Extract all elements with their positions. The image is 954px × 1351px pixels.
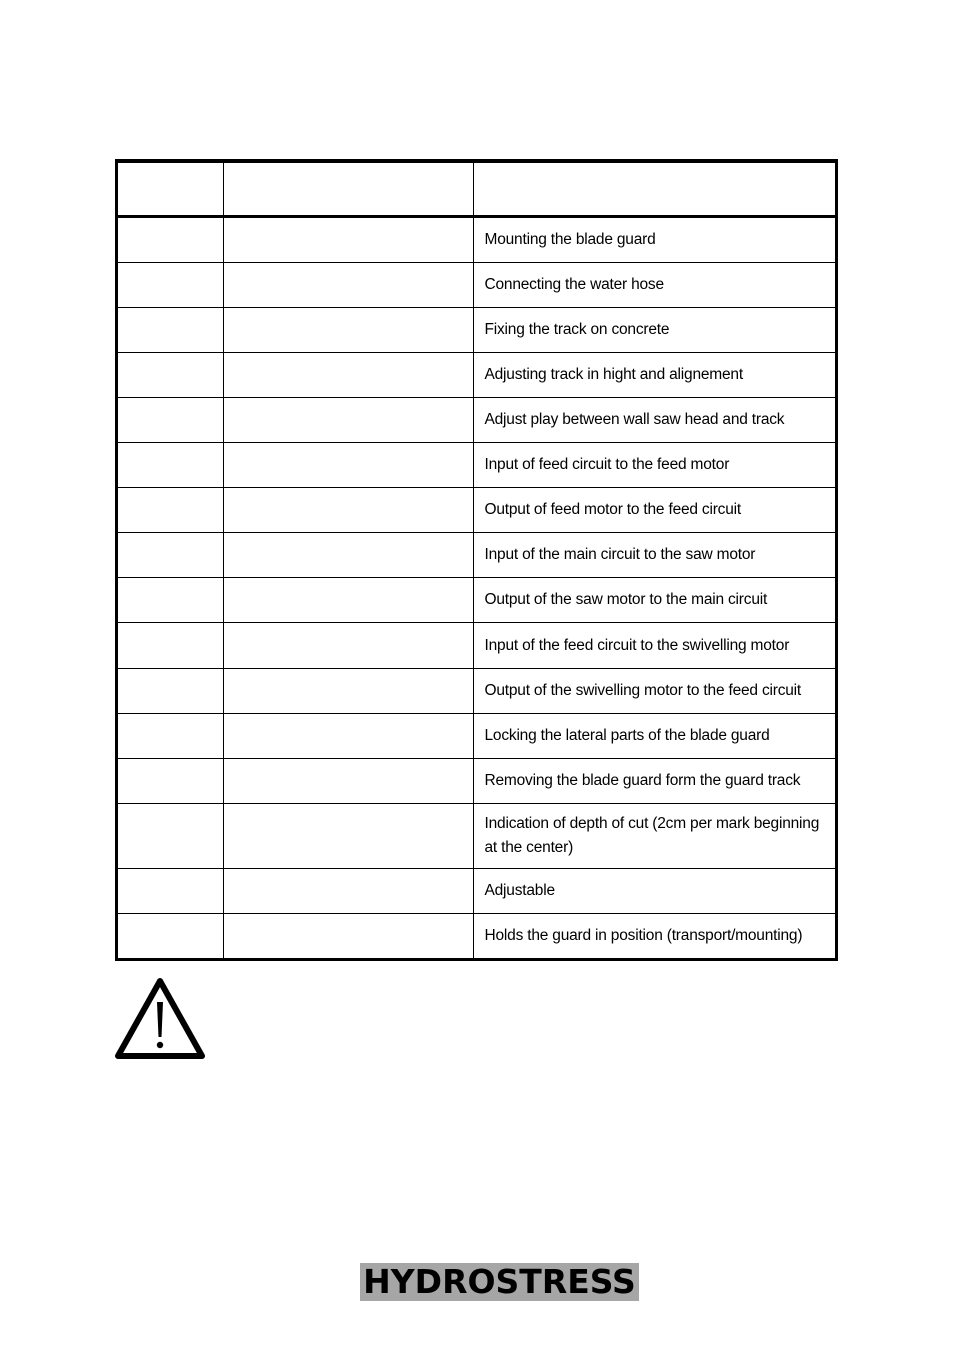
cell-number xyxy=(118,308,223,353)
cell-number xyxy=(118,398,223,443)
table-row xyxy=(118,713,835,758)
table-header-row xyxy=(118,163,835,217)
warning-triangle-icon xyxy=(113,975,207,1061)
table-row xyxy=(118,578,835,623)
cell-name xyxy=(223,578,473,623)
cell-name xyxy=(223,217,473,263)
cell-name xyxy=(223,263,473,308)
cell-name xyxy=(223,398,473,443)
cell-number xyxy=(118,263,223,308)
cell-description: Input of the feed circuit to the swivelling motor xyxy=(473,623,835,668)
table-row xyxy=(118,623,835,668)
header-cell-description xyxy=(473,163,835,217)
parts-table-container xyxy=(115,159,838,961)
cell-name xyxy=(223,803,473,868)
cell-description: Adjusting track in hight and alignement xyxy=(473,353,835,398)
table-row xyxy=(118,263,835,308)
table-row xyxy=(118,803,835,868)
cell-number xyxy=(118,353,223,398)
cell-description: Removing the blade guard form the guard track xyxy=(473,758,835,803)
cell-number xyxy=(118,758,223,803)
cell-name xyxy=(223,623,473,668)
cell-number xyxy=(118,713,223,758)
cell-name xyxy=(223,443,473,488)
cell-number xyxy=(118,488,223,533)
cell-number xyxy=(118,668,223,713)
cell-number xyxy=(118,868,223,913)
cell-description: Output of the swivelling motor to the feed circuit xyxy=(473,668,835,713)
table-row xyxy=(118,398,835,443)
cell-description: Input of the main circuit to the saw motor xyxy=(473,533,835,578)
cell-number xyxy=(118,913,223,958)
cell-name xyxy=(223,868,473,913)
cell-name xyxy=(223,533,473,578)
table-row xyxy=(118,758,835,803)
cell-number xyxy=(118,533,223,578)
cell-description: Indication of depth of cut (2cm per mark beginning at the center) xyxy=(473,803,835,868)
cell-description: Output of the saw motor to the main circuit xyxy=(473,578,835,623)
cell-description: Output of feed motor to the feed circuit xyxy=(473,488,835,533)
cell-name xyxy=(223,713,473,758)
table-row xyxy=(118,217,835,263)
table-row xyxy=(118,868,835,913)
table-row xyxy=(118,353,835,398)
cell-description: Adjustable xyxy=(473,868,835,913)
table-row xyxy=(118,443,835,488)
cell-name xyxy=(223,308,473,353)
cell-name xyxy=(223,758,473,803)
cell-number xyxy=(118,803,223,868)
header-cell-name xyxy=(223,163,473,217)
parts-table xyxy=(118,162,835,958)
cell-description: Fixing the track on concrete xyxy=(473,308,835,353)
cell-name xyxy=(223,488,473,533)
cell-number xyxy=(118,623,223,668)
cell-name xyxy=(223,913,473,958)
cell-number xyxy=(118,217,223,263)
header-cell-number xyxy=(118,163,223,217)
cell-description: Adjust play between wall saw head and track xyxy=(473,398,835,443)
cell-name xyxy=(223,668,473,713)
cell-description: Input of feed circuit to the feed motor xyxy=(473,443,835,488)
cell-description: Holds the guard in position (transport/mounting) xyxy=(473,913,835,958)
hydrostress-logo: HYDROSTRESS xyxy=(360,1263,639,1301)
table-row xyxy=(118,533,835,578)
cell-description: Locking the lateral parts of the blade guard xyxy=(473,713,835,758)
table-row xyxy=(118,488,835,533)
cell-description: Mounting the blade guard xyxy=(473,217,835,263)
table-row xyxy=(118,913,835,958)
table-row xyxy=(118,668,835,713)
cell-description: Connecting the water hose xyxy=(473,263,835,308)
table-row xyxy=(118,308,835,353)
cell-number xyxy=(118,443,223,488)
cell-name xyxy=(223,353,473,398)
cell-number xyxy=(118,578,223,623)
